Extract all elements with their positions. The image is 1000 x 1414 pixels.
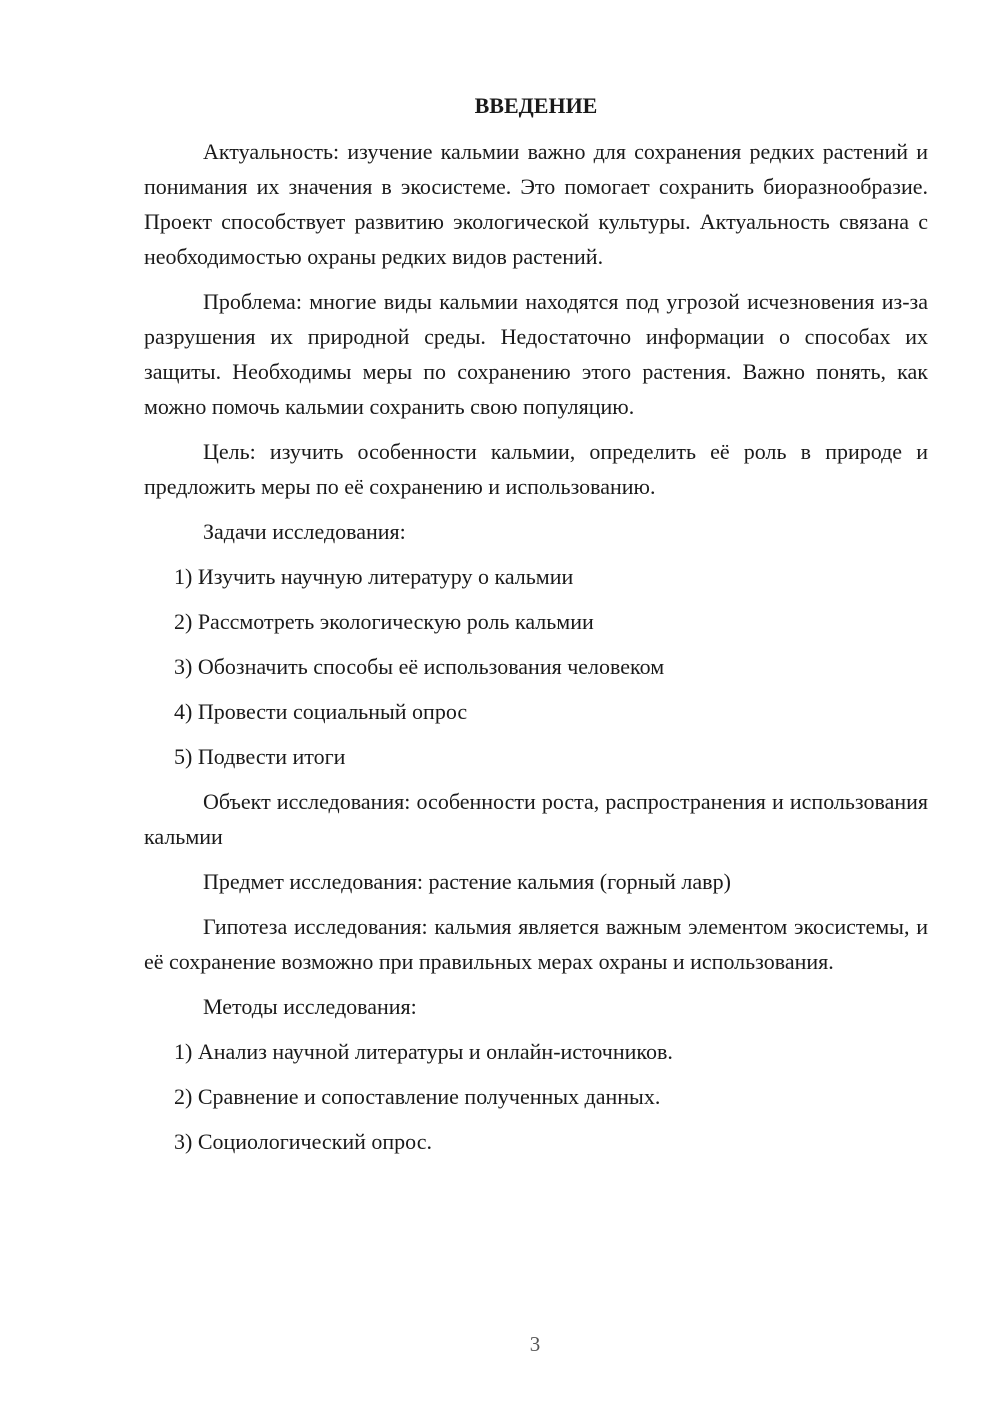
task-item: 2) Рассмотреть экологическую роль кальмии [174,609,594,634]
methods-heading: Методы исследования: [203,994,417,1019]
task-item: 4) Провести социальный опрос [174,699,468,724]
task-item: 1) Изучить научную литературу о кальмии [174,564,574,589]
relevance-paragraph: Актуальность: изучение кальмии важно для сохранения редких растений и понимания их значения в экосистеме. Это помогает сохранить биоразнообразие. Проект способствует развитию экологической культуры. Актуальность связана с необходимостью охраны редких видов растений. [144,139,928,269]
page-title: ВВЕДЕНИЕ [474,93,598,118]
task-item: 3) Обозначить способы её использования человеком [174,654,665,679]
subject-paragraph: Предмет исследования: растение кальмия (горный лавр) [203,869,731,894]
object-paragraph: Объект исследования: особенности роста, распространения и использования кальмии [144,789,928,849]
goal-paragraph: Цель: изучить особенности кальмии, определить её роль в природе и предложить меры по её сохранению и использованию. [144,439,928,499]
method-item: 2) Сравнение и сопоставление полученных данных. [174,1084,661,1109]
document-page [144,90,928,1169]
page-number: 3 [529,1332,541,1356]
methods-list [144,1034,928,1159]
task-item: 5) Подвести итоги [174,744,346,769]
hypothesis-paragraph: Гипотеза исследования: кальмия является важным элементом экосистемы, и её сохранение возможно при правильных мерах охраны и использования. [144,914,928,974]
method-item: 1) Анализ научной литературы и онлайн-источников. [174,1039,673,1064]
tasks-list [144,559,928,774]
problem-paragraph: Проблема: многие виды кальмии находятся под угрозой исчезновения из-за разрушения их природной среды. Недостаточно информации о способах их защиты. Необходимы меры по сохранению этого растения. Важно понять, как можно помочь кальмии сохранить свою популяцию. [144,289,928,419]
method-item: 3) Социологический опрос. [174,1129,432,1154]
tasks-heading: Задачи исследования: [203,519,406,544]
